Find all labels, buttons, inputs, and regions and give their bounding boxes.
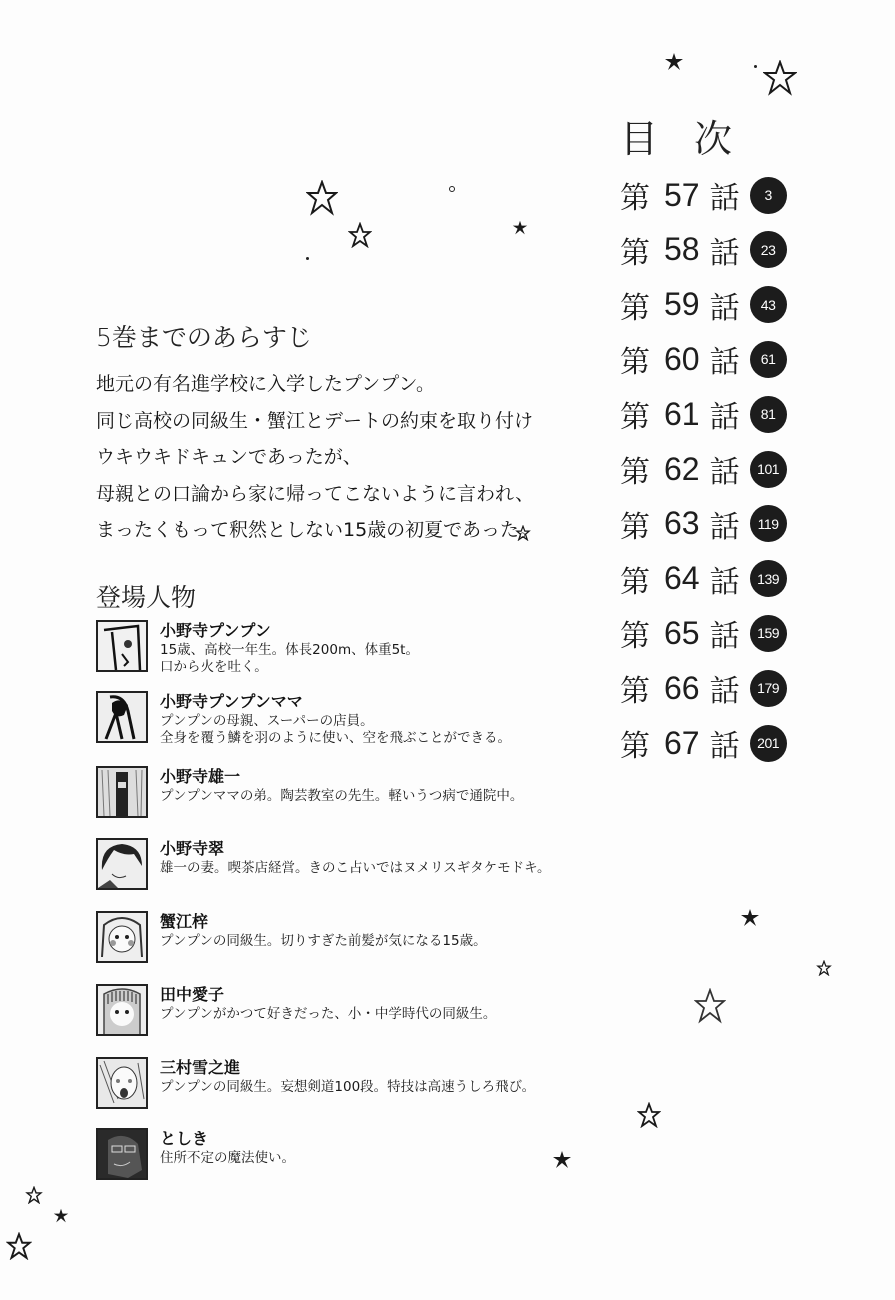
character-description: プンプンがかつて好きだった、小・中学時代の同級生。 [160,1006,497,1022]
toc-prefix: 第 [620,181,650,216]
toc-entry[interactable] [620,389,787,439]
toc-suffix: 話 [709,345,740,381]
character-text [160,984,496,1036]
dot-decoration [449,186,455,192]
dot-decoration [306,257,309,260]
toc-prefix: 第 [620,729,650,764]
toc-prefix: 第 [620,345,650,381]
toc-prefix: 第 [620,674,650,710]
character-name: としき [160,1129,209,1148]
toc-entry[interactable] [620,170,787,220]
character-text [160,620,419,676]
character-name: 田中愛子 [160,985,225,1004]
character-name: 三村雪之進 [160,1058,241,1077]
synopsis-line: ウキウキドキュンであったが、 [96,446,362,468]
character-description: プンプンの同級生。切りすぎた前髪が気になる15歳。 [160,933,487,949]
toc-chapter-number: 64 [664,560,700,597]
filled-star-icon [53,1208,69,1224]
outline-star-icon [816,960,832,976]
toc-page-badge: 201 [750,725,787,762]
toc-chapter-number: 57 [664,176,700,213]
toc-page-badge: 159 [750,615,787,652]
synopsis-line: まったくもって釈然としない15歳の初夏であった。 [96,519,538,541]
character-text [160,1057,535,1109]
toc-chapter-number: 62 [664,450,700,487]
character-description: プンプンの同級生。妄想剣道100段。特技は高速うしろ飛び。 [160,1079,536,1095]
toc-chapter-number: 63 [664,505,700,542]
toc-suffix: 話 [709,181,740,216]
toc-entry[interactable] [620,608,787,658]
character-description: プンプンママの弟。陶芸教室の先生。軽いうつ病で通院中。 [160,788,524,804]
toc-suffix: 話 [709,290,740,326]
midori-portrait-icon [96,838,148,890]
character-entry [96,766,523,818]
character-description: 15歳、高校一年生。体長200m、体重5t。 [160,642,419,658]
toc-prefix: 第 [620,455,650,490]
character-description: 住所不定の魔法使い。 [160,1150,295,1166]
toc-prefix: 第 [620,400,650,436]
character-text [160,691,511,747]
toc-entry[interactable] [620,718,787,768]
toc-chapter-number: 67 [664,724,700,761]
toc-chapter-number: 65 [664,614,700,651]
toc-page-badge: 3 [750,177,787,214]
character-text [160,766,523,818]
filled-star-icon [740,908,760,928]
toc-entry[interactable] [620,663,787,713]
character-entry [96,911,487,963]
outline-star-icon [763,60,797,96]
character-entry [96,984,496,1036]
character-name: 蟹江梓 [160,912,209,931]
yuichi-portrait-icon [96,766,148,818]
toc-entry[interactable] [620,225,787,275]
character-name: 小野寺プンプン [160,621,271,640]
toc-suffix: 話 [709,235,740,271]
outline-star-icon [25,1186,43,1204]
character-entry [96,1057,535,1109]
toshiki-portrait-icon [96,1128,148,1180]
character-name: 小野寺プンプンママ [160,692,303,711]
toc-suffix: 話 [709,455,740,490]
toc-page-badge: 81 [750,396,787,433]
toc-page-badge: 179 [750,670,787,707]
toc-page-badge: 23 [750,231,787,268]
toc-entry[interactable] [620,554,787,604]
filled-star-icon [512,220,528,236]
toc-prefix: 第 [620,564,650,600]
toc-chapter-number: 60 [664,340,700,377]
character-entry [96,620,419,676]
character-name: 小野寺雄一 [160,767,241,786]
synopsis-body [96,366,538,549]
toc-chapter-number: 59 [664,286,700,323]
toc-prefix: 第 [620,235,650,271]
toc-chapter-number: 61 [664,395,700,432]
filled-star-icon [552,1150,572,1170]
toc-page-badge: 101 [750,451,787,488]
toc-page-badge: 139 [750,560,787,597]
synopsis-line: 地元の有名進学校に入学したプンプン。 [96,373,435,395]
character-entry [96,838,551,890]
kanie-portrait-icon [96,911,148,963]
toc-suffix: 話 [709,674,740,710]
toc-suffix: 話 [709,564,740,600]
outline-star-icon [637,1102,661,1128]
punpun-mama-portrait-icon [96,691,148,743]
outline-star-icon [6,1232,32,1260]
toc-entry[interactable] [620,444,787,494]
toc-prefix: 第 [620,290,650,326]
character-name: 小野寺翠 [160,839,225,858]
dot-decoration [754,65,757,68]
filled-star-icon [664,52,684,72]
toc-suffix: 話 [709,509,740,545]
character-description: プンプンの母親、スーパーの店員。 [160,713,374,729]
outline-star-icon [694,988,726,1024]
synopsis-heading: 5巻までのあらすじ [96,323,312,352]
toc-entry[interactable] [620,334,787,384]
character-text [160,911,487,963]
punpun-portrait-icon [96,620,148,672]
aiko-portrait-icon [96,984,148,1036]
character-entry [96,691,511,747]
toc-page-badge: 43 [750,286,787,323]
synopsis-line: 同じ高校の同級生・蟹江とデートの約束を取り付け [96,409,534,432]
toc-prefix: 第 [620,619,650,655]
character-description: 口から火を吐く。 [160,659,268,675]
character-description: 全身を覆う鱗を羽のように使い、空を飛ぶことができる。 [160,730,511,746]
toc-suffix: 話 [709,400,740,436]
character-text [160,1128,295,1180]
toc-suffix: 話 [709,729,740,764]
toc-prefix: 第 [620,509,650,545]
toc-title: 目次 [620,117,769,161]
outline-star-icon [306,180,338,216]
character-text [160,838,551,890]
character-description: 雄一の妻。喫茶店経営。きのこ占いではヌメリスギタケモドキ。 [160,860,551,876]
toc-chapter-number: 66 [664,669,700,706]
mimura-portrait-icon [96,1057,148,1109]
toc-suffix: 話 [709,619,740,655]
characters-heading: 登場人物 [96,583,197,612]
outline-star-icon [348,222,372,248]
character-entry [96,1128,295,1180]
toc-chapter-number: 58 [664,231,700,268]
toc-entry[interactable] [620,499,787,549]
toc-entry[interactable] [620,280,787,330]
synopsis-line: 母親との口論から家に帰ってこないように言われ、 [96,482,535,505]
toc-page-badge: 119 [750,505,787,542]
toc-page-badge: 61 [750,341,787,378]
